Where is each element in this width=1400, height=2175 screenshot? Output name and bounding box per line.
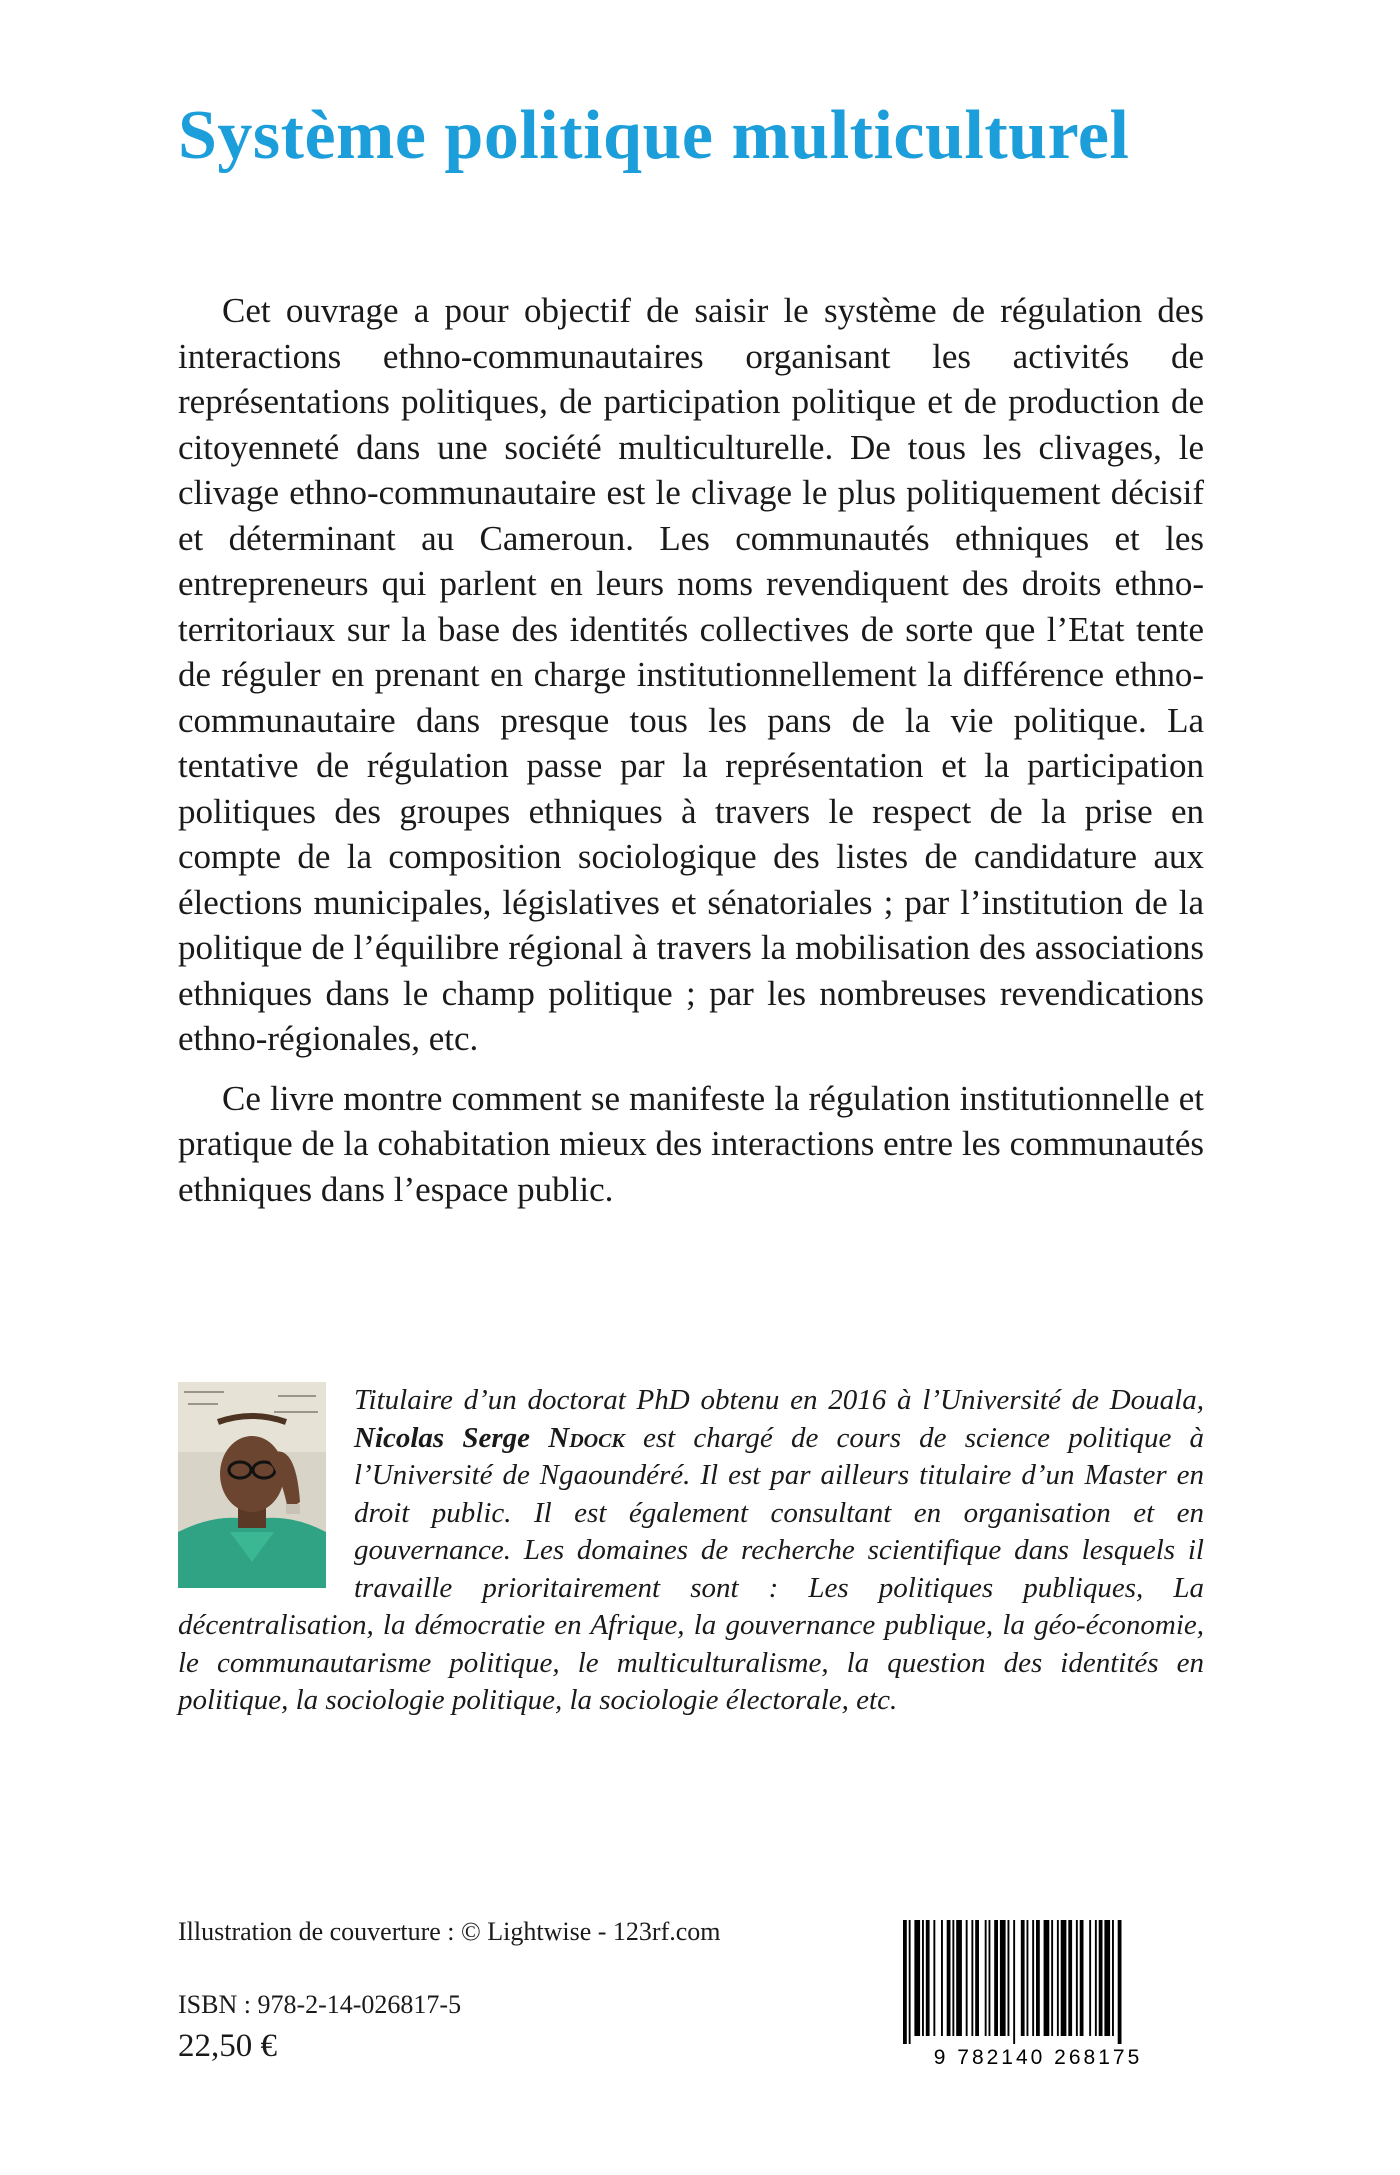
barcode-bar [1044,1920,1050,2036]
barcode-bar [1095,1920,1097,2036]
barcode [893,1920,1183,2070]
barcode-bar [922,1920,924,2036]
barcode-number: 9 782140 268175 [933,2046,1143,2069]
barcode-bar [971,1920,973,2036]
barcode-bar [1118,1920,1122,2044]
barcode-bar [926,1920,930,2036]
barcode-bar [1000,1920,1006,2036]
author-last-name: Ndock [548,1421,625,1454]
author-photo [178,1382,326,1588]
author-portrait-icon [178,1382,326,1588]
barcode-bar [952,1920,954,2036]
author-first-names: Nicolas Serge [354,1421,531,1454]
isbn: ISBN : 978-2-14-026817-5 [178,1990,462,2019]
barcode-bar [1057,1920,1059,2036]
barcode-bar [1027,1920,1029,2036]
barcode-bar [909,1920,911,2044]
barcode-bar [1080,1920,1084,2036]
barcode-bar [966,1920,968,2036]
barcode-bar [947,1920,951,2036]
barcode-bar [1089,1920,1091,2036]
book-title: Système politique multiculturel [178,97,1130,174]
barcode-bar [975,1920,979,2036]
price: 22,50 € [178,2028,277,2064]
author-name [354,1422,625,1454]
author-bio [178,1382,1204,1720]
barcode-bar [956,1920,962,2036]
barcode-bar [994,1920,998,2036]
barcode-bar [1013,1920,1015,2044]
barcode-bar [1076,1920,1078,2036]
summary-paragraph-1: Cet ouvrage a pour objectif de saisir le système de régulation des interactions ethno-communautaires organisant les activités de représentations politiques, de participation politique et de production de citoyenneté dans une société multiculturelle. De tous les clivages, le clivage ethno-communautaire est le clivage le plus politiquement décisif et déterminant au Cameroun. Les communautés ethniques et les entrepreneurs qui parlent en leurs noms revendiquent des droits ethno-territoriaux sur la base des identités collectives de sorte que l’Etat tente de réguler en prenant en charge institutionnellement la différence ethno-communautaire dans presque tous les pans de la vie politique. La tentative de régulation passe par la représentation et la participation politiques des groupes ethniques à travers le respect de la prise en compte de la composition sociologique des listes de candidature aux élections municipales, législatives et sénatoriales ; par l’institution de la politique de l’équilibre régional à travers la mobilisation des associations ethniques dans le champ politique ; par les nombreuses revendications ethno-régionales, etc. [178,291,1204,1058]
barcode-bar [941,1920,943,2036]
book-summary [178,288,1204,1212]
barcode-bar [933,1920,935,2036]
bio-rest: est chargé de cours de science politique à l’Université de Ngaoundéré. Il est par ailleurs titulaire d’un Master en droit public. Il est également consultant en organisation et en gouvernance. Les domaines de recherche scientifique dans lesquels il travaille prioritairement sont : Les politiques publiques, La décentralisation, la démocratie en Afrique, la gouvernance publique, la géo-économie, le communautarisme politique, le multiculturalisme, la question des identités en politique, la sociologie politique, la sociologie électorale, etc. [178,1421,1205,1716]
barcode-bar [1021,1920,1025,2036]
barcode-bar [1068,1920,1072,2036]
barcode-bar [914,1920,920,2036]
barcode-bar [1051,1920,1053,2036]
bio-lead: Titulaire d’un doctorat PhD obtenu en 2016 à l’Université de Douala, [354,1384,1204,1416]
barcode-bar [985,1920,987,2036]
barcode-bar [1036,1920,1040,2036]
summary-paragraph-2: Ce livre montre comment se manifeste la régulation institutionnelle et pratique de la cohabitation mieux des interactions entre les communautés ethniques dans l’espace public. [178,1078,1204,1209]
barcode-bar [1099,1920,1103,2036]
barcode-bar [989,1920,991,2036]
barcode-bar [1061,1920,1067,2036]
cover-credit: Illustration de couverture : © Lightwise - 123rf.com [178,1917,721,1946]
barcode-bar [1104,1920,1110,2036]
barcode-bar [1008,1920,1010,2036]
barcode-bar [903,1920,907,2044]
barcode-bar [1112,1920,1114,2036]
barcode-bar [1032,1920,1034,2036]
